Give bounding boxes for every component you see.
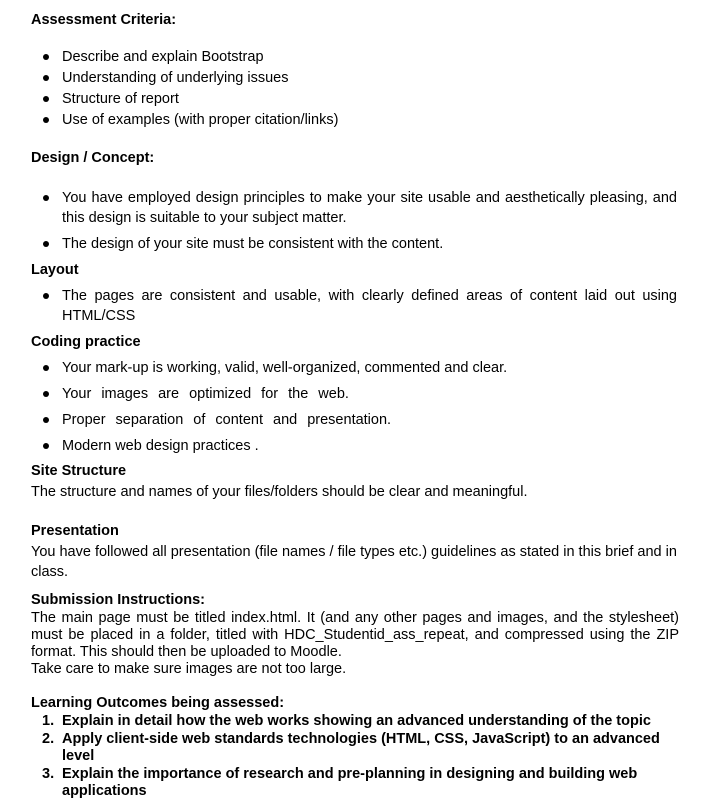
design-heading: Design / Concept: [31,150,155,166]
layout-list [31,286,677,326]
item-text: Explain in detail how the web works showing an advanced understanding of the topic [62,713,651,729]
presentation-text: You have followed all presentation (file names / file types etc.) guidelines as stated in this brief and in class. [31,544,677,580]
outcomes-heading: Learning Outcomes being assessed: [31,695,285,711]
list-item: You have employed design principles to make your site usable and aesthetically pleasing, and this design is suitable to your subject matter. [31,188,677,228]
list-item [31,766,679,800]
item-number: 3. [42,766,55,782]
item-number: 1. [42,713,55,729]
list-item: Use of examples (with proper citation/links) [31,110,691,130]
list-item: Modern web design practices . [31,436,691,456]
presentation-heading: Presentation [31,523,119,539]
submission-note: Take care to make sure images are not too large. [31,661,347,677]
item-number: 2. [42,731,55,747]
list-item [31,713,679,730]
list-item: Proper separation of content and presentation. [31,410,691,430]
list-item: The pages are consistent and usable, with clearly defined areas of content laid out using HTML/CSS [31,286,677,326]
coding-list [31,358,691,456]
list-item: Understanding of underlying issues [31,68,691,88]
submission-text: The main page must be titled index.html. It (and any other pages and images, and the stylesheet) must be placed in a folder, titled with HDC_Studentid_ass_repeat, and compressed using the ZIP format. This should then be uploaded to Moodle. [31,610,679,660]
assessment-heading: Assessment Criteria: [31,12,177,28]
design-list [31,188,677,254]
outcomes-list [31,713,679,800]
item-text: Apply client-side web standards technologies (HTML, CSS, JavaScript) to an advanced level [62,731,660,764]
submission-heading: Submission Instructions: [31,592,206,608]
list-item: Structure of report [31,89,691,109]
list-item: Your mark-up is working, valid, well-organized, commented and clear. [31,358,691,378]
site-structure-text: The structure and names of your files/folders should be clear and meaningful. [31,484,528,500]
assessment-list [31,47,691,130]
list-item: Describe and explain Bootstrap [31,47,691,67]
layout-heading: Layout [31,262,79,278]
list-item: The design of your site must be consistent with the content. [31,234,677,254]
site-structure-heading: Site Structure [31,463,127,479]
item-text: Explain the importance of research and pre-planning in designing and building web applications [62,766,638,799]
list-item [31,731,679,765]
list-item: Your images are optimized for the web. [31,384,691,404]
coding-heading: Coding practice [31,334,141,350]
